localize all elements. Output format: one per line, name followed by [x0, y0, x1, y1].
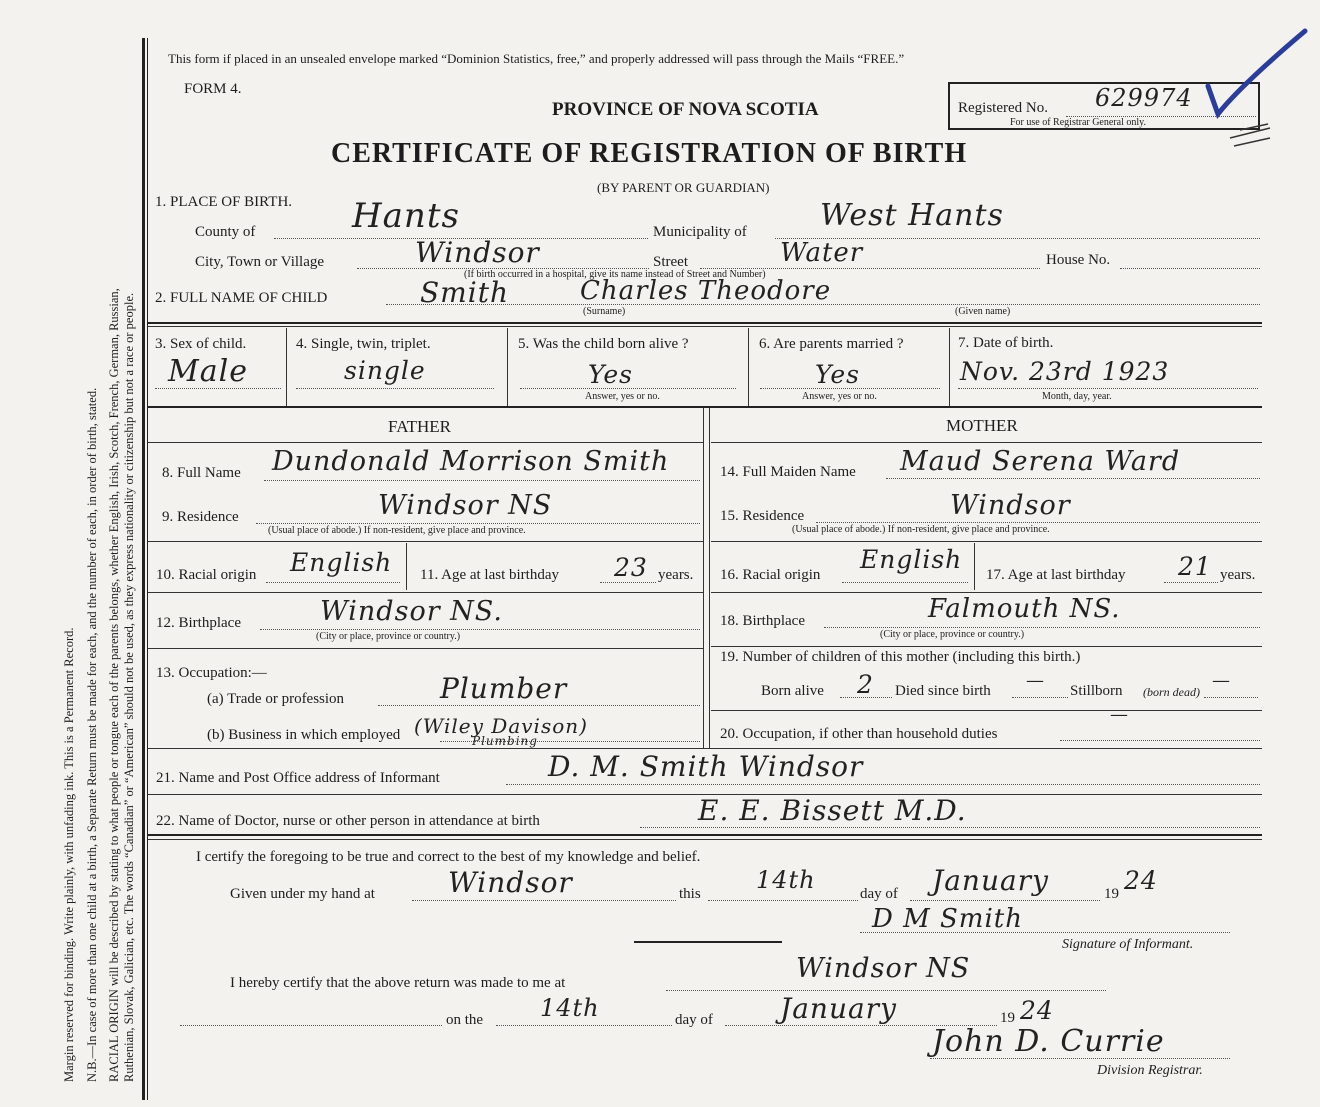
born-alive-value: Yes — [588, 360, 633, 389]
business-value: (Wiley Davison) — [414, 714, 588, 738]
registrar-day-of: day of — [675, 1012, 713, 1028]
province-title: PROVINCE OF NOVA SCOTIA — [552, 99, 819, 120]
certify-place: Windsor — [448, 866, 573, 899]
certify-this: this — [679, 886, 701, 902]
stillborn-note: (born dead) — [1143, 685, 1200, 699]
place-heading: 1. PLACE OF BIRTH. — [155, 194, 293, 210]
margin-note: Margin reserved for binding. Write plainly, with unfading ink. This is a Permanent Record. — [62, 627, 76, 1082]
registrar-year-prefix: 19 — [1000, 1010, 1015, 1026]
mother-residence-note: (Usual place of abode.) If non-resident, give place and province. — [792, 524, 1050, 535]
married-note: Answer, yes or no. — [802, 391, 877, 402]
registrar-text: I hereby certify that the above return was made to me at — [230, 975, 566, 991]
dob-value: Nov. 23rd 1923 — [960, 357, 1170, 386]
registrar-place: Windsor NS — [796, 953, 971, 984]
father-years: years. — [658, 567, 694, 583]
checkmark-icon — [1200, 26, 1310, 156]
informant-signature-label: Signature of Informant. — [1062, 937, 1194, 952]
doctor-value: E. E. Bissett M.D. — [698, 794, 967, 827]
father-name-label: 8. Full Name — [162, 465, 241, 481]
page-subtitle: (BY PARENT OR GUARDIAN) — [597, 180, 770, 195]
hospital-note: (If birth occurred in a hospital, give its name instead of Street and Number) — [464, 269, 766, 280]
born-alive-note: Answer, yes or no. — [585, 391, 660, 402]
married-label: 6. Are parents married ? — [759, 336, 904, 352]
trade-label: (a) Trade or profession — [207, 691, 345, 707]
given-label: Given under my hand at — [230, 886, 375, 902]
mother-occupation: — — [1110, 704, 1129, 725]
mother-years: years. — [1220, 567, 1256, 583]
municipality-label: Municipality of — [653, 224, 747, 240]
father-racial: English — [290, 548, 393, 577]
father-name: Dundonald Morrison Smith — [272, 446, 670, 477]
registrar-signature: John D. Currie — [932, 1024, 1165, 1059]
father-birthplace-note: (City or place, province or country.) — [316, 631, 461, 642]
stillborn-value: — — [1212, 670, 1231, 691]
dob-note: Month, day, year. — [1042, 391, 1112, 402]
registered-note: For use of Registrar General only. — [1010, 117, 1146, 128]
married-value: Yes — [815, 360, 860, 389]
father-birthplace: Windsor NS. — [320, 596, 503, 627]
father-residence-note: (Usual place of abode.) If non-resident, give place and province. — [268, 525, 526, 536]
father-age: 23 — [614, 553, 648, 582]
mother-name-label: 14. Full Maiden Name — [720, 464, 856, 480]
mother-age-label: 17. Age at last birthday — [986, 567, 1126, 583]
certify-year: 24 — [1124, 866, 1158, 895]
registered-label: Registered No. — [958, 100, 1048, 116]
mother-heading: MOTHER — [946, 416, 1018, 435]
children-label: 19. Number of children of this mother (including this birth.) — [720, 649, 1081, 665]
informant-signature: D M Smith — [872, 904, 1023, 934]
municipality-value: West Hants — [820, 198, 1004, 233]
business-value-2: Plumbing — [472, 734, 538, 748]
registrar-signature-label: Division Registrar. — [1097, 1063, 1203, 1078]
father-racial-label: 10. Racial origin — [156, 567, 257, 583]
stillborn-label: Stillborn — [1070, 683, 1123, 699]
surname-note: (Surname) — [583, 306, 626, 317]
form-number: FORM 4. — [184, 81, 242, 97]
certify-year-prefix: 19 — [1104, 886, 1119, 902]
multiplicity-value: single — [344, 356, 426, 385]
child-surname: Smith — [420, 276, 509, 309]
page-title: CERTIFICATE OF REGISTRATION OF BIRTH — [331, 138, 968, 169]
certify-day: 14th — [756, 866, 816, 894]
racial-note-1: RACIAL ORIGIN will be described by stating to what people or tongue each of the parents belongs, whether English, Irish, Scotch, French, German, Russian, — [107, 288, 121, 1082]
margin-rule — [142, 38, 145, 1100]
mother-residence: Windsor — [950, 490, 1071, 521]
registrar-year: 24 — [1020, 996, 1054, 1025]
mother-birthplace-note: (City or place, province or country.) — [880, 629, 1025, 640]
father-residence-label: 9. Residence — [162, 509, 239, 525]
margin-rule-inner — [147, 38, 148, 1100]
occupation-label: 13. Occupation:— — [156, 665, 267, 681]
street-label: Street — [653, 254, 688, 270]
trade-value: Plumber — [440, 672, 568, 705]
house-label: House No. — [1046, 252, 1111, 268]
mail-notice: This form if placed in an unsealed envelope marked “Dominion Statistics, free,” and properly addressed will pass through the Mails “FREE.” — [168, 51, 905, 66]
city-value: Windsor — [415, 236, 540, 269]
mother-age: 21 — [1178, 552, 1212, 581]
born-alive-label: 5. Was the child born alive ? — [518, 336, 689, 352]
father-heading: FATHER — [388, 417, 451, 436]
doctor-label: 22. Name of Doctor, nurse or other person in attendance at birth — [156, 813, 540, 829]
certify-day-of: day of — [860, 886, 898, 902]
racial-note-2: Ruthenian, Slovak, Galician, etc. The words “Canadian” or “American” should not be used, as they express nationality or citizenship but not a race or people. — [122, 292, 136, 1082]
registrar-month: January — [780, 992, 897, 1025]
city-label: City, Town or Village — [195, 254, 325, 270]
registered-number: 629974 — [1095, 84, 1193, 112]
born-alive-count: 2 — [857, 670, 874, 699]
registrar-on-the: on the — [446, 1012, 484, 1028]
mother-racial: English — [860, 545, 963, 574]
died-label: Died since birth — [895, 683, 991, 699]
nb-note: N.B.—In case of more than one child at a birth, a Separate Return must be made for each, and the number of each, in order of birth, stated. — [85, 387, 99, 1082]
mother-birthplace-label: 18. Birthplace — [720, 613, 805, 629]
business-label: (b) Business in which employed — [207, 727, 401, 743]
multiplicity-label: 4. Single, twin, triplet. — [296, 336, 431, 352]
mother-name: Maud Serena Ward — [900, 446, 1181, 477]
registrar-day: 14th — [540, 994, 600, 1022]
mother-occupation-label: 20. Occupation, if other than household duties — [720, 726, 998, 742]
child-name-label: 2. FULL NAME OF CHILD — [155, 290, 328, 306]
given-note: (Given name) — [955, 306, 1011, 317]
dob-label: 7. Date of birth. — [958, 335, 1054, 351]
informant-label: 21. Name and Post Office address of Informant — [156, 770, 440, 786]
sex-label: 3. Sex of child. — [155, 336, 247, 352]
sex-value: Male — [168, 354, 248, 389]
informant-value: D. M. Smith Windsor — [548, 750, 864, 783]
street-value: Water — [780, 238, 864, 268]
county-value: Hants — [352, 196, 460, 236]
father-residence: Windsor NS — [378, 490, 553, 521]
county-label: County of — [195, 224, 256, 240]
certify-month: January — [932, 864, 1049, 897]
father-age-label: 11. Age at last birthday — [420, 567, 559, 583]
died-value: — — [1026, 670, 1045, 691]
child-given-name: Charles Theodore — [580, 276, 832, 306]
mother-birthplace: Falmouth NS. — [928, 594, 1121, 624]
certify-text: I certify the foregoing to be true and correct to the best of my knowledge and belief. — [196, 849, 701, 865]
mother-racial-label: 16. Racial origin — [720, 567, 821, 583]
mother-residence-label: 15. Residence — [720, 508, 805, 524]
father-birthplace-label: 12. Birthplace — [156, 615, 241, 631]
born-alive-count-label: Born alive — [761, 683, 824, 699]
